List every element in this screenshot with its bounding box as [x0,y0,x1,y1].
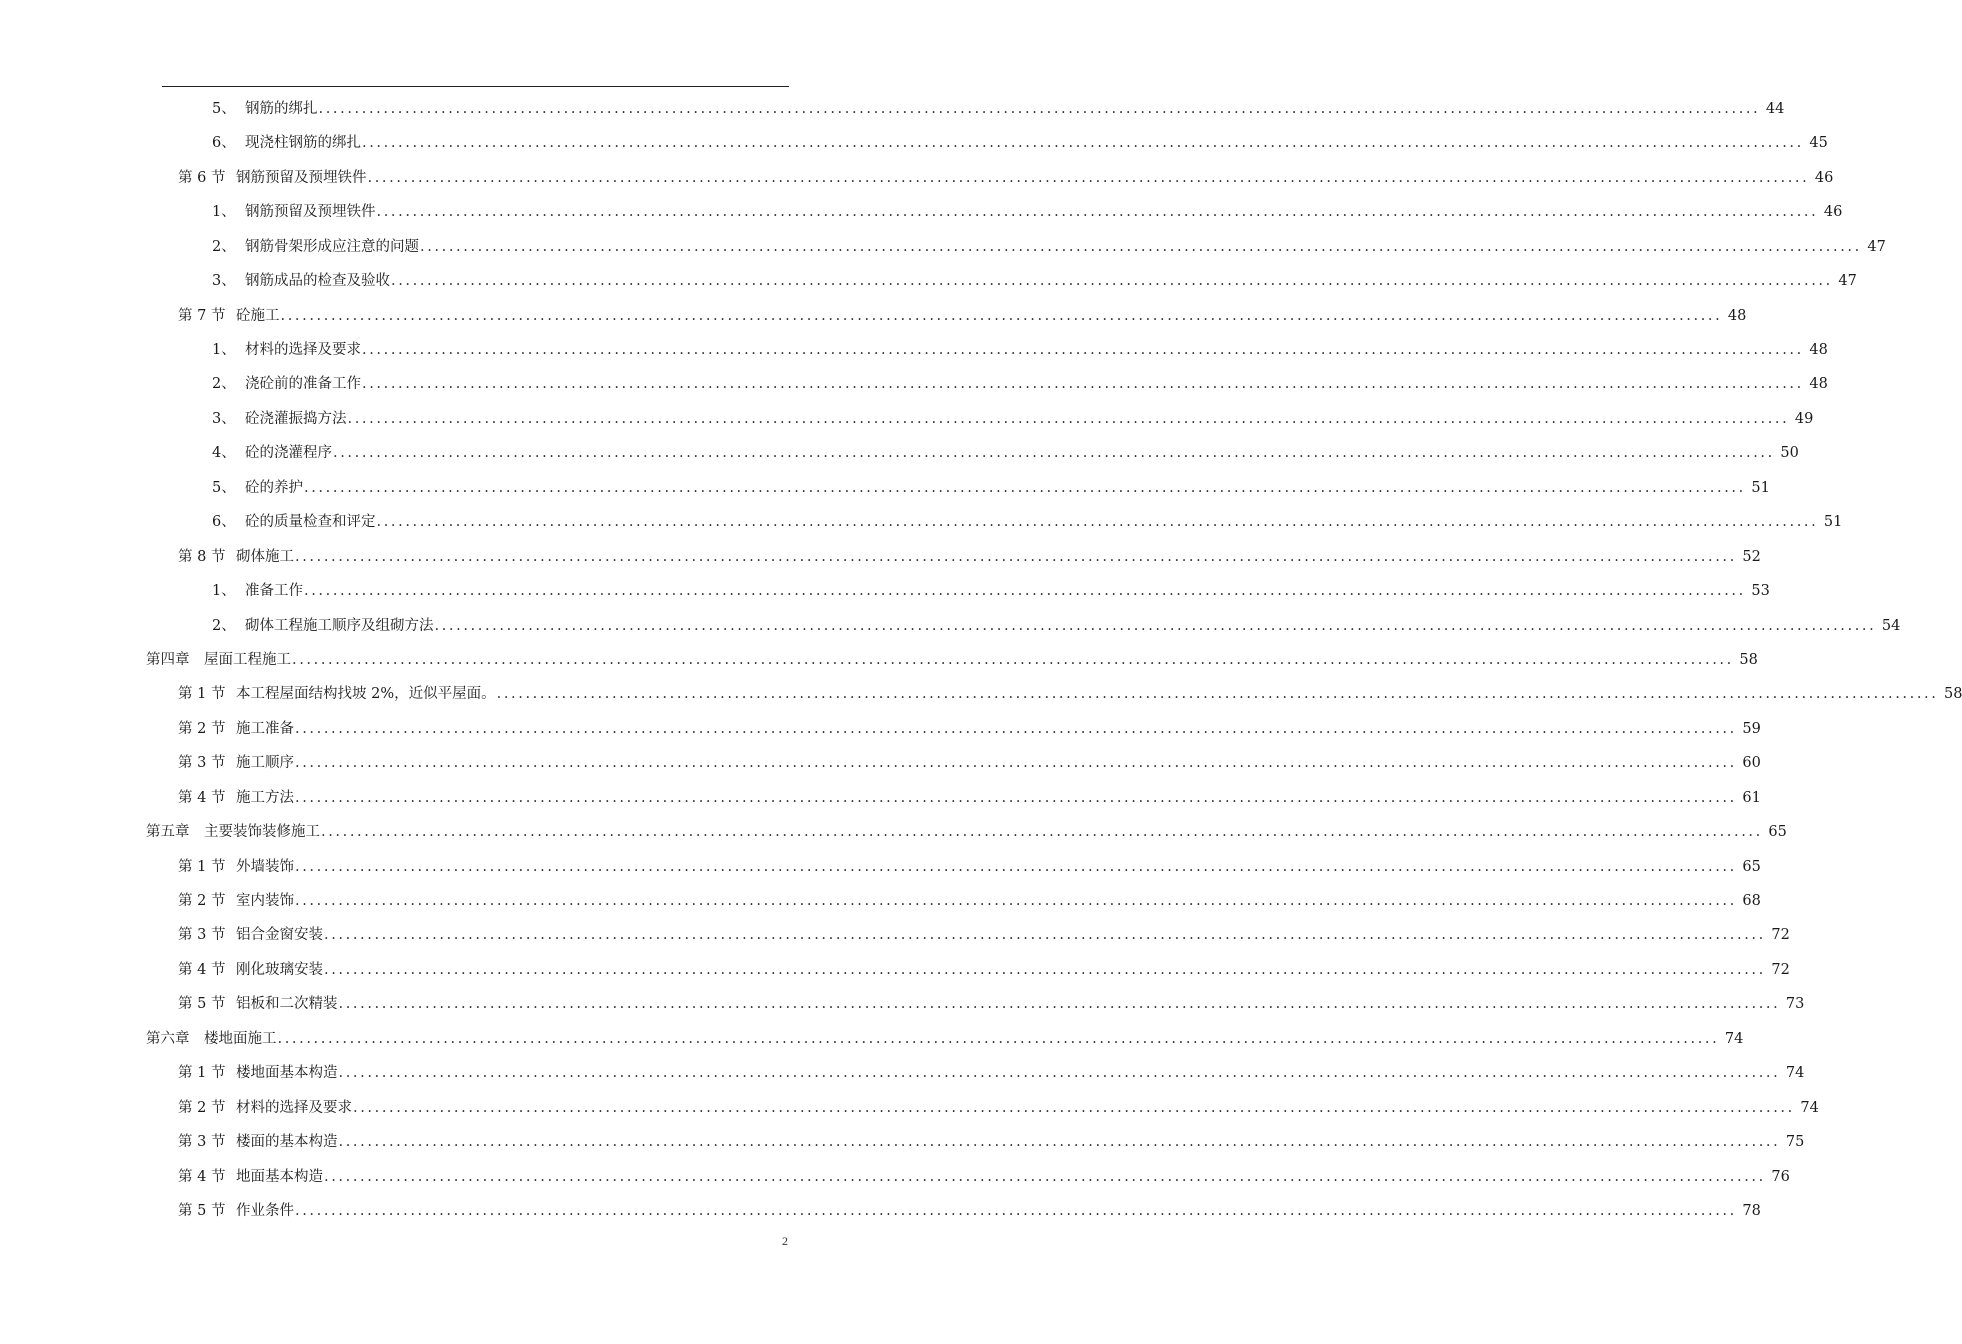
toc-dot-leader: ........................................................................................................................................................................................................ [376,204,1819,221]
toc-entry-number: 2、 [212,617,236,634]
toc-entry[interactable] [0,505,1843,539]
toc-entry-title: 地面基本构造 [236,1168,323,1185]
toc-entry-page: 54 [1881,617,1901,634]
toc-entry-title: 施工准备 [236,720,294,737]
toc-entry[interactable] [0,677,1962,711]
toc-dot-leader: ........................................................................................................................................................................................................ [324,961,1766,978]
toc-entry-title: 楼地面施工 [204,1030,277,1047]
toc-entry-page: 48 [1727,307,1747,324]
toc-entry-title: 砌体施工 [236,548,294,565]
toc-entry-title: 屋面工程施工 [204,651,291,668]
toc-entry-page: 53 [1751,583,1770,600]
toc-entry-number: 6、 [212,514,236,531]
toc-entry[interactable] [0,1091,1819,1125]
toc-entry[interactable] [0,264,1857,298]
toc-dot-leader: ........................................................................................................................................................................................................ [367,169,1810,186]
toc-entry-title: 铝合金窗安装 [236,927,323,944]
toc-entry[interactable] [0,299,1747,333]
toc-dot-leader: ........................................................................................................................................................................................................ [420,238,1862,255]
toc-entry-number: 第 1 节 [178,858,226,875]
toc-dot-leader: ........................................................................................................................................................................................................ [362,342,1804,359]
toc-dot-leader: ........................................................................................................................................................................................................ [376,514,1819,531]
toc-entry[interactable] [0,1160,1790,1194]
toc-entry-page: 47 [1838,273,1857,290]
toc-entry-title: 作业条件 [236,1202,294,1219]
toc-dot-leader: ........................................................................................................................................................................................................ [434,617,1877,634]
toc-dot-leader: ........................................................................................................................................................................................................ [391,273,1833,290]
toc-entry[interactable] [0,92,1785,126]
toc-entry[interactable] [0,540,1761,574]
toc-entry[interactable] [0,919,1790,953]
toc-entry-page: 74 [1785,1065,1805,1082]
toc-entry-page: 46 [1823,204,1843,221]
toc-entry[interactable] [0,609,1901,643]
toc-entry-title: 楼面的基本构造 [236,1134,338,1151]
toc-dot-leader: ........................................................................................................................................................................................................ [304,583,1746,600]
toc-dot-leader: ........................................................................................................................................................................................................ [292,651,1734,668]
toc-dot-leader: ........................................................................................................................................................................................................ [295,893,1737,910]
toc-entry-number: 第 3 节 [178,755,226,772]
toc-entry-title: 外墙装饰 [236,858,294,875]
toc-entry[interactable] [0,746,1761,780]
toc-entry-number: 1、 [212,583,236,600]
toc-entry-page: 48 [1809,342,1828,359]
toc-entry-page: 74 [1800,1099,1819,1116]
toc-entry-title: 砼施工 [236,307,280,324]
toc-entry-title: 浇砼前的准备工作 [245,376,361,393]
table-of-contents [0,92,1962,1228]
toc-entry-number: 4、 [212,445,236,462]
toc-dot-leader: ........................................................................................................................................................................................................ [353,1099,1795,1116]
toc-entry-title: 砌体工程施工顺序及组砌方法 [245,617,434,634]
toc-entry-number: 第 4 节 [178,1168,226,1185]
toc-entry-page: 68 [1742,893,1761,910]
toc-entry[interactable] [0,195,1843,229]
toc-entry-number: 2、 [212,238,236,255]
toc-entry-title: 刚化玻璃安装 [236,961,323,978]
toc-entry-page: 74 [1724,1030,1744,1047]
toc-entry-number: 5、 [212,479,236,496]
toc-dot-leader: ........................................................................................................................................................................................................ [362,135,1804,152]
toc-entry-number: 第 4 节 [178,961,226,978]
toc-dot-leader: ........................................................................................................................................................................................................ [338,1134,1781,1151]
toc-entry-title: 铝板和二次精装 [236,996,338,1013]
toc-entry-title: 钢筋预留及预埋铁件 [236,169,367,186]
toc-entry-number: 第六章 [146,1030,190,1047]
toc-dot-leader: ........................................................................................................................................................................................................ [295,548,1737,565]
toc-entry-title: 钢筋骨架形成应注意的问题 [245,238,419,255]
toc-entry-title: 室内装饰 [236,893,294,910]
toc-dot-leader: ........................................................................................................................................................................................................ [295,858,1737,875]
toc-entry[interactable] [0,643,1758,677]
toc-entry-page: 73 [1785,996,1805,1013]
toc-entry-page: 47 [1867,238,1886,255]
toc-entry-number: 第 5 节 [178,1202,226,1219]
toc-entry[interactable] [0,884,1761,918]
toc-dot-leader: ........................................................................................................................................................................................................ [333,445,1775,462]
toc-dot-leader: ........................................................................................................................................................................................................ [338,996,1781,1013]
toc-entry-title: 砼的浇灌程序 [245,445,332,462]
toc-entry[interactable] [0,1194,1761,1228]
toc-entry-title: 本工程屋面结构找坡 2%，近似平屋面。 [236,686,496,703]
toc-entry-number: 第 5 节 [178,996,226,1013]
toc-entry-title: 钢筋成品的检查及验收 [245,273,390,290]
toc-entry-title: 主要装饰装修施工 [204,824,320,841]
toc-entry-page: 61 [1742,789,1761,806]
toc-entry[interactable] [0,712,1761,746]
toc-entry-page: 48 [1809,376,1828,393]
toc-entry-number: 第 7 节 [178,307,226,324]
toc-entry-page: 46 [1814,169,1834,186]
toc-entry-page: 44 [1765,100,1785,117]
toc-dot-leader: ........................................................................................................................................................................................................ [295,789,1737,806]
toc-entry[interactable] [0,1056,1805,1090]
toc-entry[interactable] [0,1022,1744,1056]
toc-entry[interactable] [0,161,1834,195]
toc-entry-number: 2、 [212,376,236,393]
header-rule [162,86,789,87]
toc-entry-page: 65 [1742,858,1761,875]
toc-entry-number: 第四章 [146,651,190,668]
toc-entry-number: 第 2 节 [178,1099,226,1116]
toc-dot-leader: ........................................................................................................................................................................................................ [280,307,1723,324]
toc-dot-leader: ........................................................................................................................................................................................................ [496,686,1939,703]
toc-entry-number: 第 1 节 [178,686,226,703]
toc-entry-page: 58 [1944,686,1962,703]
toc-dot-leader: ........................................................................................................................................................................................................ [318,100,1761,117]
toc-entry[interactable] [0,987,1805,1021]
toc-dot-leader: ........................................................................................................................................................................................................ [324,927,1766,944]
toc-entry-title: 砼的养护 [245,479,303,496]
toc-entry[interactable] [0,230,1886,264]
toc-entry[interactable] [0,815,1787,849]
toc-dot-leader: ........................................................................................................................................................................................................ [277,1030,1720,1047]
toc-entry-number: 第 4 节 [178,789,226,806]
toc-entry-title: 准备工作 [245,583,303,600]
toc-entry-title: 楼地面基本构造 [236,1065,338,1082]
toc-entry-page: 51 [1751,479,1770,496]
toc-entry[interactable] [0,471,1770,505]
toc-entry-title: 施工顺序 [236,755,294,772]
toc-entry[interactable] [0,574,1770,608]
toc-entry-title: 现浇柱钢筋的绑扎 [245,135,361,152]
toc-entry-number: 1、 [212,342,236,359]
toc-dot-leader: ........................................................................................................................................................................................................ [362,376,1804,393]
toc-entry-page: 78 [1742,1202,1761,1219]
toc-entry-page: 51 [1823,514,1843,531]
toc-dot-leader: ........................................................................................................................................................................................................ [295,755,1737,772]
toc-entry-title: 施工方法 [236,789,294,806]
toc-entry-page: 65 [1768,824,1787,841]
page-number: 2 [782,1234,788,1248]
toc-entry-number: 第 8 节 [178,548,226,565]
toc-entry[interactable] [0,402,1814,436]
toc-entry-title: 砼的质量检查和评定 [245,514,376,531]
toc-entry-title: 材料的选择及要求 [245,342,361,359]
toc-entry-title: 钢筋的绑扎 [245,100,318,117]
toc-entry[interactable] [0,1125,1805,1159]
toc-entry[interactable] [0,781,1761,815]
toc-entry-number: 3、 [212,410,236,427]
toc-entry-number: 第 3 节 [178,927,226,944]
toc-entry-page: 45 [1809,135,1828,152]
toc-entry[interactable] [0,953,1790,987]
toc-entry-page: 59 [1742,720,1761,737]
toc-entry[interactable] [0,436,1799,470]
toc-entry[interactable] [0,333,1828,367]
toc-entry-number: 第 3 节 [178,1134,226,1151]
toc-entry[interactable] [0,126,1828,160]
toc-entry[interactable] [0,850,1761,884]
toc-entry-title: 钢筋预留及预埋铁件 [245,204,376,221]
toc-entry-page: 72 [1771,961,1790,978]
toc-entry-page: 75 [1785,1134,1805,1151]
toc-entry-number: 第 2 节 [178,893,226,910]
toc-entry-number: 3、 [212,273,236,290]
toc-dot-leader: ........................................................................................................................................................................................................ [321,824,1763,841]
toc-entry-number: 6、 [212,135,236,152]
toc-entry-page: 76 [1771,1168,1790,1185]
toc-entry-number: 第 6 节 [178,169,226,186]
toc-entry-number: 第 1 节 [178,1065,226,1082]
toc-entry-page: 58 [1739,651,1758,668]
toc-entry-page: 50 [1780,445,1799,462]
toc-dot-leader: ........................................................................................................................................................................................................ [304,479,1746,496]
toc-entry-title: 材料的选择及要求 [236,1099,352,1116]
toc-dot-leader: ........................................................................................................................................................................................................ [324,1168,1766,1185]
toc-entry[interactable] [0,368,1828,402]
toc-entry-page: 72 [1771,927,1790,944]
toc-dot-leader: ........................................................................................................................................................................................................ [295,1202,1737,1219]
toc-dot-leader: ........................................................................................................................................................................................................ [295,720,1737,737]
toc-entry-title: 砼浇灌振捣方法 [245,410,347,427]
toc-entry-number: 第五章 [146,824,190,841]
toc-entry-page: 49 [1794,410,1814,427]
toc-entry-page: 52 [1742,548,1761,565]
toc-entry-number: 5、 [212,100,236,117]
toc-dot-leader: ........................................................................................................................................................................................................ [347,410,1790,427]
toc-entry-page: 60 [1742,755,1761,772]
toc-entry-number: 1、 [212,204,236,221]
toc-dot-leader: ........................................................................................................................................................................................................ [338,1065,1781,1082]
toc-entry-number: 第 2 节 [178,720,226,737]
